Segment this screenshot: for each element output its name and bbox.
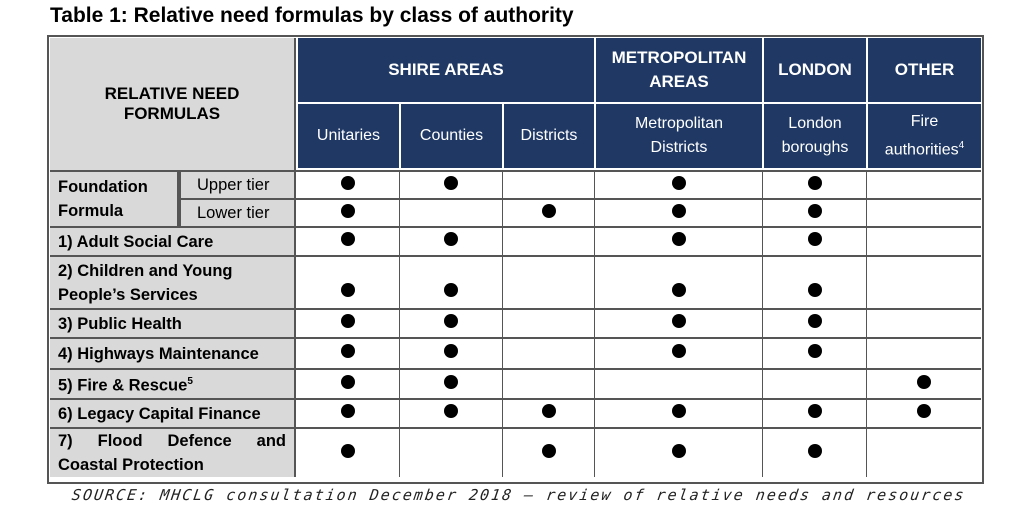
bullet-dot-icon <box>341 375 355 389</box>
bullet-dot-icon <box>444 232 458 246</box>
mark-cell <box>296 198 399 226</box>
bullet-dot-icon <box>542 404 556 418</box>
rnf-header: RELATIVE NEED FORMULAS <box>50 38 296 170</box>
mark-cell <box>399 427 502 477</box>
bullet-dot-icon <box>672 444 686 458</box>
mark-cell <box>399 337 502 368</box>
mark-cell <box>594 308 762 337</box>
mark-cell <box>866 170 981 198</box>
row-children-young-people <box>50 255 981 308</box>
bullet-dot-icon <box>444 283 458 297</box>
mark-cell <box>594 198 762 226</box>
mark-cell <box>399 308 502 337</box>
col-fire-authorities-label: Fire authorities <box>884 112 959 159</box>
mark-cell <box>502 398 594 427</box>
bullet-dot-icon <box>672 314 686 328</box>
table-title: Table 1: Relative need formulas by class of authority <box>50 4 574 27</box>
row-label-fire-rescue <box>50 368 296 398</box>
mark-cell <box>399 398 502 427</box>
bullet-dot-icon <box>917 404 931 418</box>
handwritten-source-note: SOURCE: MHCLG consultation December 2018 – review of relative needs and resources <box>70 486 967 504</box>
row-highways-maintenance <box>50 337 981 368</box>
mark-cell <box>399 170 502 198</box>
mark-cell <box>296 337 399 368</box>
mark-cell <box>866 308 981 337</box>
mark-cell <box>399 198 502 226</box>
row-label-flood-defence: 7) Flood Defence and Coastal Protection <box>50 427 296 477</box>
bullet-dot-icon <box>808 232 822 246</box>
mark-cell <box>762 398 866 427</box>
row-adult-social-care <box>50 226 981 255</box>
footnote-5: 5 <box>187 376 193 388</box>
col-london-boroughs: London boroughs <box>762 104 866 170</box>
mark-cell <box>594 255 762 308</box>
row-label-upper-tier: Upper tier <box>179 170 296 198</box>
row-label-adult-social-care: 1) Adult Social Care <box>50 226 296 255</box>
bullet-dot-icon <box>341 204 355 218</box>
bullet-dot-icon <box>341 176 355 190</box>
bullet-dot-icon <box>341 283 355 297</box>
bullet-dot-icon <box>444 314 458 328</box>
col-fire-authorities <box>866 104 981 170</box>
group-london: LONDON <box>762 38 866 104</box>
row-foundation-lower <box>50 198 981 226</box>
mark-cell <box>502 198 594 226</box>
mark-cell <box>594 398 762 427</box>
relative-need-table <box>50 38 981 477</box>
mark-cell <box>594 368 762 398</box>
bullet-dot-icon <box>672 404 686 418</box>
mark-cell <box>296 427 399 477</box>
mark-cell <box>296 368 399 398</box>
mark-cell <box>502 368 594 398</box>
row-legacy-capital-finance <box>50 398 981 427</box>
row-label-foundation: Foundation Formula <box>50 170 179 226</box>
mark-cell <box>866 255 981 308</box>
mark-cell <box>502 226 594 255</box>
mark-cell <box>762 337 866 368</box>
mark-cell <box>762 308 866 337</box>
col-metropolitan-districts: Metropolitan Districts <box>594 104 762 170</box>
bullet-dot-icon <box>917 375 931 389</box>
bullet-dot-icon <box>542 204 556 218</box>
bullet-dot-icon <box>672 232 686 246</box>
group-other: OTHER <box>866 38 981 104</box>
row-label-highways-maintenance: 4) Highways Maintenance <box>50 337 296 368</box>
bullet-dot-icon <box>808 314 822 328</box>
bullet-dot-icon <box>672 204 686 218</box>
bullet-dot-icon <box>341 314 355 328</box>
mark-cell <box>594 226 762 255</box>
mark-cell <box>594 427 762 477</box>
mark-cell <box>399 368 502 398</box>
mark-cell <box>502 170 594 198</box>
col-unitaries: Unitaries <box>296 104 399 170</box>
bullet-dot-icon <box>444 404 458 418</box>
bullet-dot-icon <box>808 204 822 218</box>
bullet-dot-icon <box>542 444 556 458</box>
bullet-dot-icon <box>341 232 355 246</box>
bullet-dot-icon <box>341 344 355 358</box>
mark-cell <box>296 226 399 255</box>
row-label-lower-tier: Lower tier <box>179 198 296 226</box>
mark-cell <box>296 398 399 427</box>
mark-cell <box>866 368 981 398</box>
mark-cell <box>296 308 399 337</box>
bullet-dot-icon <box>341 404 355 418</box>
mark-cell <box>866 427 981 477</box>
col-counties: Counties <box>399 104 502 170</box>
mark-cell <box>762 368 866 398</box>
mark-cell <box>399 255 502 308</box>
mark-cell <box>594 170 762 198</box>
bullet-dot-icon <box>808 444 822 458</box>
row-fire-rescue <box>50 368 981 398</box>
bullet-dot-icon <box>672 283 686 297</box>
bullet-dot-icon <box>808 283 822 297</box>
mark-cell <box>502 308 594 337</box>
mark-cell <box>762 226 866 255</box>
bullet-dot-icon <box>808 176 822 190</box>
mark-cell <box>502 337 594 368</box>
row-flood-defence <box>50 427 981 477</box>
footnote-4: 4 <box>958 139 965 151</box>
bullet-dot-icon <box>341 444 355 458</box>
mark-cell <box>762 198 866 226</box>
row-label-legacy-capital-finance: 6) Legacy Capital Finance <box>50 398 296 427</box>
group-shire-areas: SHIRE AREAS <box>296 38 594 104</box>
mark-cell <box>502 255 594 308</box>
bullet-dot-icon <box>444 344 458 358</box>
bullet-dot-icon <box>444 375 458 389</box>
bullet-dot-icon <box>672 176 686 190</box>
mark-cell <box>399 226 502 255</box>
mark-cell <box>762 427 866 477</box>
mark-cell <box>866 226 981 255</box>
row-label-children-young-people: 2) Children and Young People’s Services <box>50 255 296 308</box>
mark-cell <box>296 170 399 198</box>
bullet-dot-icon <box>672 344 686 358</box>
mark-cell <box>866 398 981 427</box>
mark-cell <box>502 427 594 477</box>
group-metropolitan-areas: METROPOLITAN AREAS <box>594 38 762 104</box>
bullet-dot-icon <box>808 344 822 358</box>
col-districts: Districts <box>502 104 594 170</box>
row-label-public-health: 3) Public Health <box>50 308 296 337</box>
fire-rescue-label: 5) Fire & Rescue <box>58 376 188 395</box>
mark-cell <box>594 337 762 368</box>
mark-cell <box>866 337 981 368</box>
row-public-health <box>50 308 981 337</box>
row-foundation-upper <box>50 170 981 198</box>
bullet-dot-icon <box>444 176 458 190</box>
mark-cell <box>866 198 981 226</box>
mark-cell <box>762 255 866 308</box>
mark-cell <box>296 255 399 308</box>
mark-cell <box>762 170 866 198</box>
bullet-dot-icon <box>808 404 822 418</box>
